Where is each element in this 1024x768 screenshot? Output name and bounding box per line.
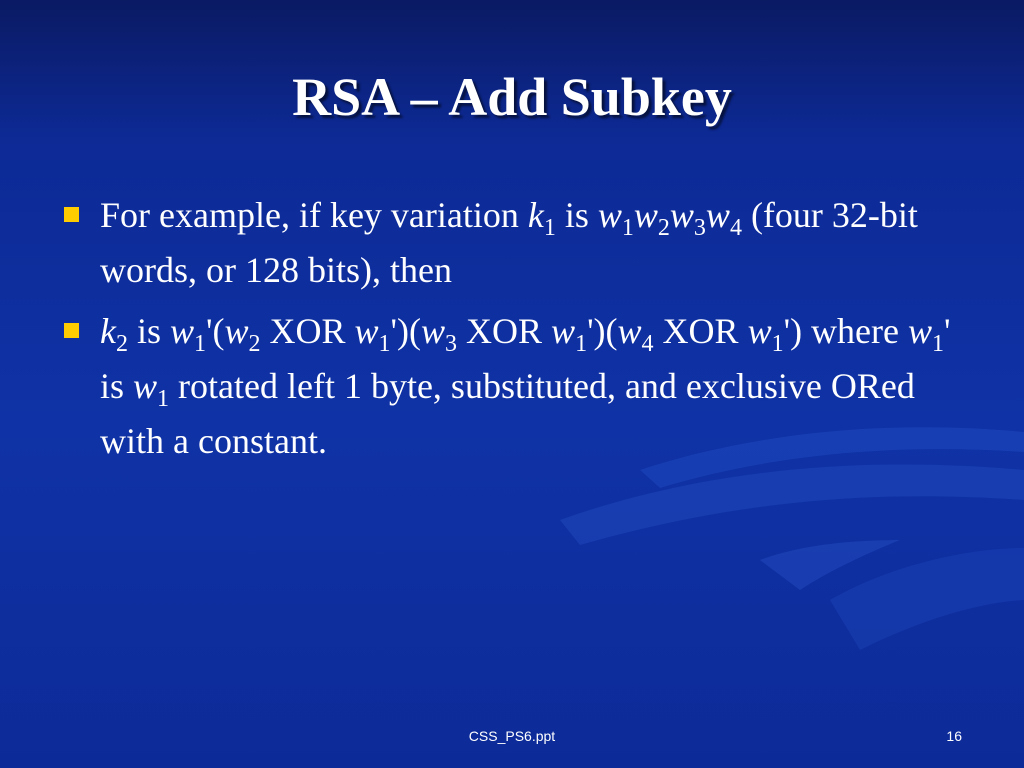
- subscript: 2: [657, 215, 670, 241]
- math-variable: w: [617, 311, 642, 351]
- math-variable: w: [633, 195, 658, 235]
- subscript: 1: [771, 331, 784, 357]
- text-run: rotated left 1 byte, substituted, and exclusive ORed with a constant.: [100, 366, 915, 461]
- slide-title: RSA – Add Subkey: [292, 67, 732, 127]
- subscript: 2: [248, 331, 261, 357]
- bullet-text: [100, 195, 918, 290]
- math-variable: w: [669, 195, 694, 235]
- text-run: ')(: [390, 311, 422, 351]
- bullet-item: [60, 304, 970, 469]
- text-run: XOR: [653, 311, 748, 351]
- subscript: 3: [693, 215, 706, 241]
- subscript: 4: [729, 215, 742, 241]
- subscript: 1: [194, 331, 207, 357]
- subscript: 2: [115, 331, 128, 357]
- math-variable: w: [354, 311, 379, 351]
- bullet-text: [100, 311, 951, 461]
- math-variable: w: [170, 311, 195, 351]
- math-variable: w: [133, 366, 158, 406]
- text-run: XOR: [457, 311, 552, 351]
- text-run: is: [555, 195, 598, 235]
- text-run: '(: [206, 311, 225, 351]
- subscript: 1: [378, 331, 391, 357]
- text-run: (four 32-bit words, or 128 bits), then: [100, 195, 918, 290]
- subscript: 1: [157, 386, 170, 412]
- subscript: 1: [543, 215, 556, 241]
- text-run: ' is: [100, 311, 951, 406]
- math-variable: k: [100, 311, 116, 351]
- math-variable: w: [551, 311, 576, 351]
- square-bullet-icon: [64, 207, 79, 222]
- subscript: 1: [621, 215, 634, 241]
- footer-filename: CSS_PS6.ppt: [468, 728, 556, 744]
- subscript: 4: [641, 331, 654, 357]
- slide-number: 16: [946, 728, 962, 744]
- math-variable: w: [747, 311, 772, 351]
- text-run: ')(: [587, 311, 618, 351]
- bullet-list: [60, 188, 970, 475]
- text-run: is: [127, 311, 170, 351]
- math-variable: w: [224, 311, 249, 351]
- text-run: For example, if key variation: [100, 195, 528, 235]
- square-bullet-icon: [64, 323, 79, 338]
- subscript: 1: [932, 331, 945, 357]
- bullet-item: [60, 188, 970, 298]
- math-variable: w: [908, 311, 933, 351]
- text-run: ') where: [783, 311, 908, 351]
- math-variable: k: [527, 195, 544, 235]
- subscript: 3: [445, 331, 458, 357]
- text-run: XOR: [260, 311, 355, 351]
- math-variable: w: [421, 311, 446, 351]
- math-variable: w: [597, 195, 622, 235]
- math-variable: w: [705, 195, 730, 235]
- subscript: 1: [575, 331, 588, 357]
